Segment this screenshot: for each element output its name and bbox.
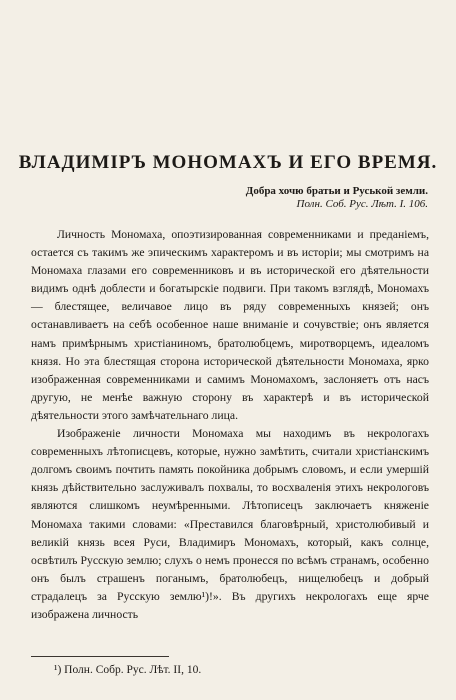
epigraph-source: Полн. Соб. Рус. Лѣт. I. 106. bbox=[296, 198, 428, 210]
epigraph-quote: Добра хочю братьи и Руськой земли. bbox=[245, 185, 428, 197]
epigraph bbox=[246, 185, 428, 211]
body-text bbox=[31, 226, 429, 624]
paragraph-1: Личность Мономаха, опоэтизированная современниками и преданіемъ, остается съ такимъ же эпическимъ характеромъ и въ исторіи; мы смотримъ на Мономаха глазами его современниковъ и въ исторической его дѣятельности видимъ однѣ доблести и богатырскіе подвиги. При такомъ взглядѣ, Мономахъ — блестящее, величавое лицо въ ряду современныхъ князей; онъ останавливаетъ на себѣ особенное наше вниманіе и сочувствіе; онъ является намъ примѣрнымъ христіаниномъ, братолюбцемъ, миротворцемъ, идеаломъ князя. Но эта блестящая сторона исторической дѣятельности Мономаха, ярко изображенная современниками и самимъ Мономахомъ, заслоняетъ отъ насъ другую, не менѣе важную сторону въ характерѣ и въ исторической дѣятельности этого замѣчательнаго лица. bbox=[31, 228, 429, 422]
footnote-divider bbox=[31, 656, 169, 657]
footnote: ¹) Полн. Собр. Рус. Лѣт. II, 10. bbox=[54, 664, 202, 676]
chapter-title: ВЛАДИМIРЪ МОНОМАХЪ И ЕГО ВРЕМЯ. bbox=[18, 152, 438, 173]
paragraph-2: Изображеніе личности Мономаха мы находимъ въ некрологахъ современныхъ лѣтописцевъ, которые, нужно замѣтить, считали христіанскимъ долгомъ своимъ почтить память покойника добрымъ словомъ, и если умершій князь дѣйствительно заслуживалъ похвалы, то восхваленія этихъ некрологовъ являются слишкомъ неумѣренными. Лѣтописецъ заключаетъ княженіе Мономаха такими словами: «Преставился благовѣрный, христолюбивый и великій князь всея Руси, Владимиръ Мономахъ, который, какъ солнце, освѣтилъ Русскую землю; слухъ о немъ пронесся по всѣмъ странамъ, особенно онъ былъ страшенъ поганымъ, братолюбецъ, нищелюбецъ и добрый страдалецъ за Русскую землю¹)!». Въ другихъ некрологахъ еще ярче изображена личность bbox=[31, 427, 429, 621]
